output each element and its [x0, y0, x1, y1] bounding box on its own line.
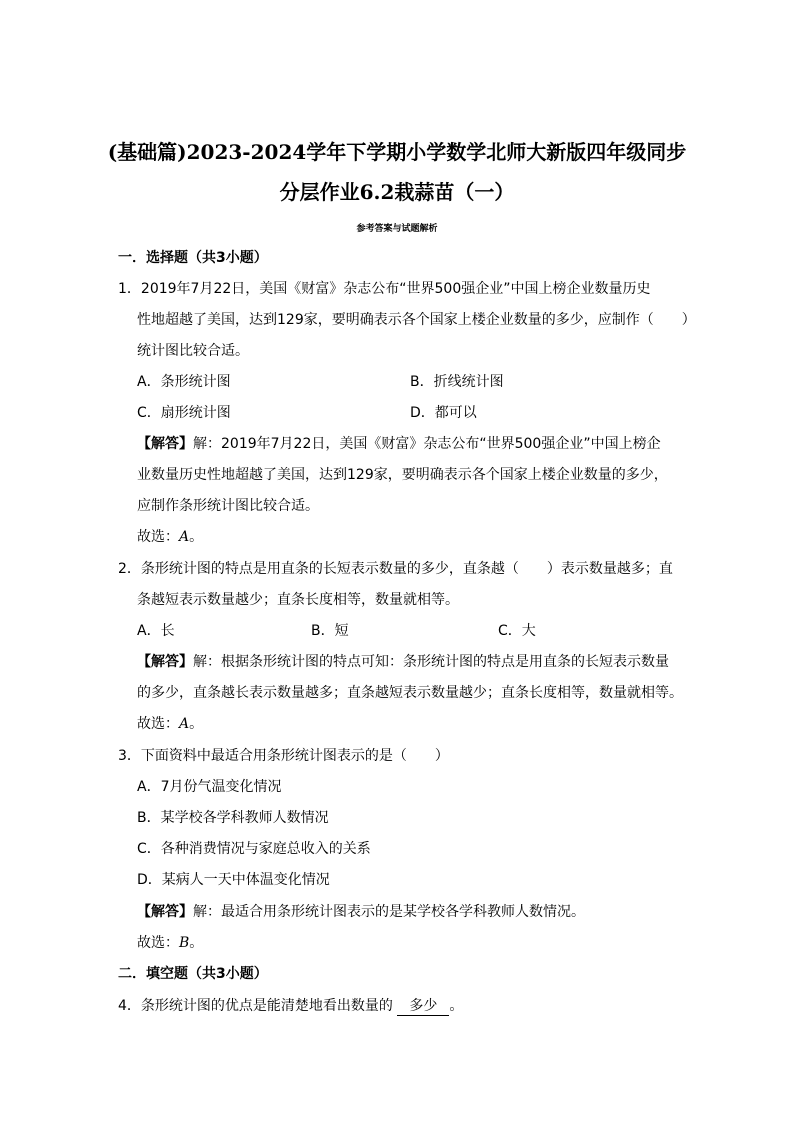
- q1-answer-text1: 解：2019年7月22日，美国《财富》杂志公布“世界500强企业”中国上榜企: [193, 436, 661, 452]
- q1-choice-suffix: 。: [189, 529, 204, 545]
- q1-stem-line1: 1．2019年7月22日，美国《财富》杂志公布“世界500强企业”中国上榜企业数量历史: [118, 281, 651, 297]
- q1-choice: [137, 527, 203, 547]
- q3-option-d: D．某病人一天中体温变化情况: [137, 872, 330, 888]
- q1-stem-line3: 统计图比较合适。: [137, 343, 249, 359]
- q2-answer-line2: 的多少，直条越长表示数量越多；直条越短表示数量越少；直条长度相等，数量就相等。: [137, 685, 683, 701]
- q3-choice-suffix: 。: [189, 935, 204, 951]
- q4-stem: [118, 996, 463, 1016]
- section-heading-choice: 一．选择题（共3小题）: [118, 250, 268, 266]
- q1-choice-letter: A: [179, 529, 190, 545]
- doc-subtitle: 参考答案与试题解析: [356, 224, 438, 234]
- q3-option-c: C．各种消费情况与家庭总收入的关系: [137, 841, 371, 857]
- q1-answer-tag: 【解答】: [137, 436, 193, 452]
- q3-choice-letter: B: [179, 935, 190, 951]
- q3-answer-text1: 解：最适合用条形统计图表示的是某学校各学科教师人数情况。: [193, 904, 585, 920]
- q2-answer-text1: 解：根据条形统计图的特点可知：条形统计图的特点是用直条的长短表示数量: [193, 654, 669, 670]
- q1-stem-line2: 性地超越了美国，达到129家，要明确表示各个国家上楼企业数量的多少，应制作（ ）: [137, 312, 696, 328]
- q2-choice-prefix: 故选：: [137, 716, 179, 732]
- q2-choice-suffix: 。: [189, 716, 204, 732]
- q3-answer-line1: [137, 902, 585, 922]
- q3-choice-prefix: 故选：: [137, 935, 179, 951]
- q3-option-b: B．某学校各学科教师人数情况: [137, 810, 329, 826]
- q2-choice: [137, 714, 203, 734]
- q1-answer-line3: 应制作条形统计图比较合适。: [137, 498, 319, 514]
- q1-option-b: B．折线统计图: [410, 374, 504, 390]
- q2-answer-line1: [137, 652, 669, 672]
- q1-option-c: C．扇形统计图: [137, 405, 231, 421]
- q1-option-d: D．都可以: [410, 405, 477, 421]
- doc-title-line2: 分层作业6.2栽蒜苗（一）: [279, 180, 515, 204]
- q1-option-a: A．条形统计图: [137, 374, 231, 390]
- q4-stem-prefix: 4．条形统计图的优点是能清楚地看出数量的: [118, 998, 393, 1014]
- q2-choice-letter: A: [179, 716, 190, 732]
- q2-option-a: A．长: [137, 623, 175, 639]
- q3-choice: [137, 933, 203, 953]
- q3-stem-line1: 3．下面资料中最适合用条形统计图表示的是（ ）: [118, 748, 449, 764]
- q1-answer-line1: [137, 434, 661, 454]
- q2-stem-line1: 2．条形统计图的特点是用直条的长短表示数量的多少，直条越（ ）表示数量越多；直: [118, 561, 673, 577]
- q2-stem-line2: 条越短表示数量越少；直条长度相等，数量就相等。: [137, 592, 459, 608]
- q3-answer-tag: 【解答】: [137, 904, 193, 920]
- q4-stem-suffix: 。: [449, 998, 464, 1014]
- q2-answer-tag: 【解答】: [137, 654, 193, 670]
- section-heading-fill: 二．填空题（共3小题）: [118, 966, 268, 982]
- doc-title-line1: (基础篇)2023-2024学年下学期小学数学北师大新版四年级同步: [107, 140, 687, 164]
- q4-answer-blank: 多少: [397, 997, 449, 1016]
- q3-option-a: A．7月份气温变化情况: [137, 779, 282, 795]
- q1-choice-prefix: 故选：: [137, 529, 179, 545]
- q1-answer-line2: 业数量历史性地超越了美国，达到129家，要明确表示各个国家上楼企业数量的多少，: [137, 467, 668, 483]
- q2-option-b: B．短: [311, 623, 349, 639]
- q2-option-c: C．大: [498, 623, 536, 639]
